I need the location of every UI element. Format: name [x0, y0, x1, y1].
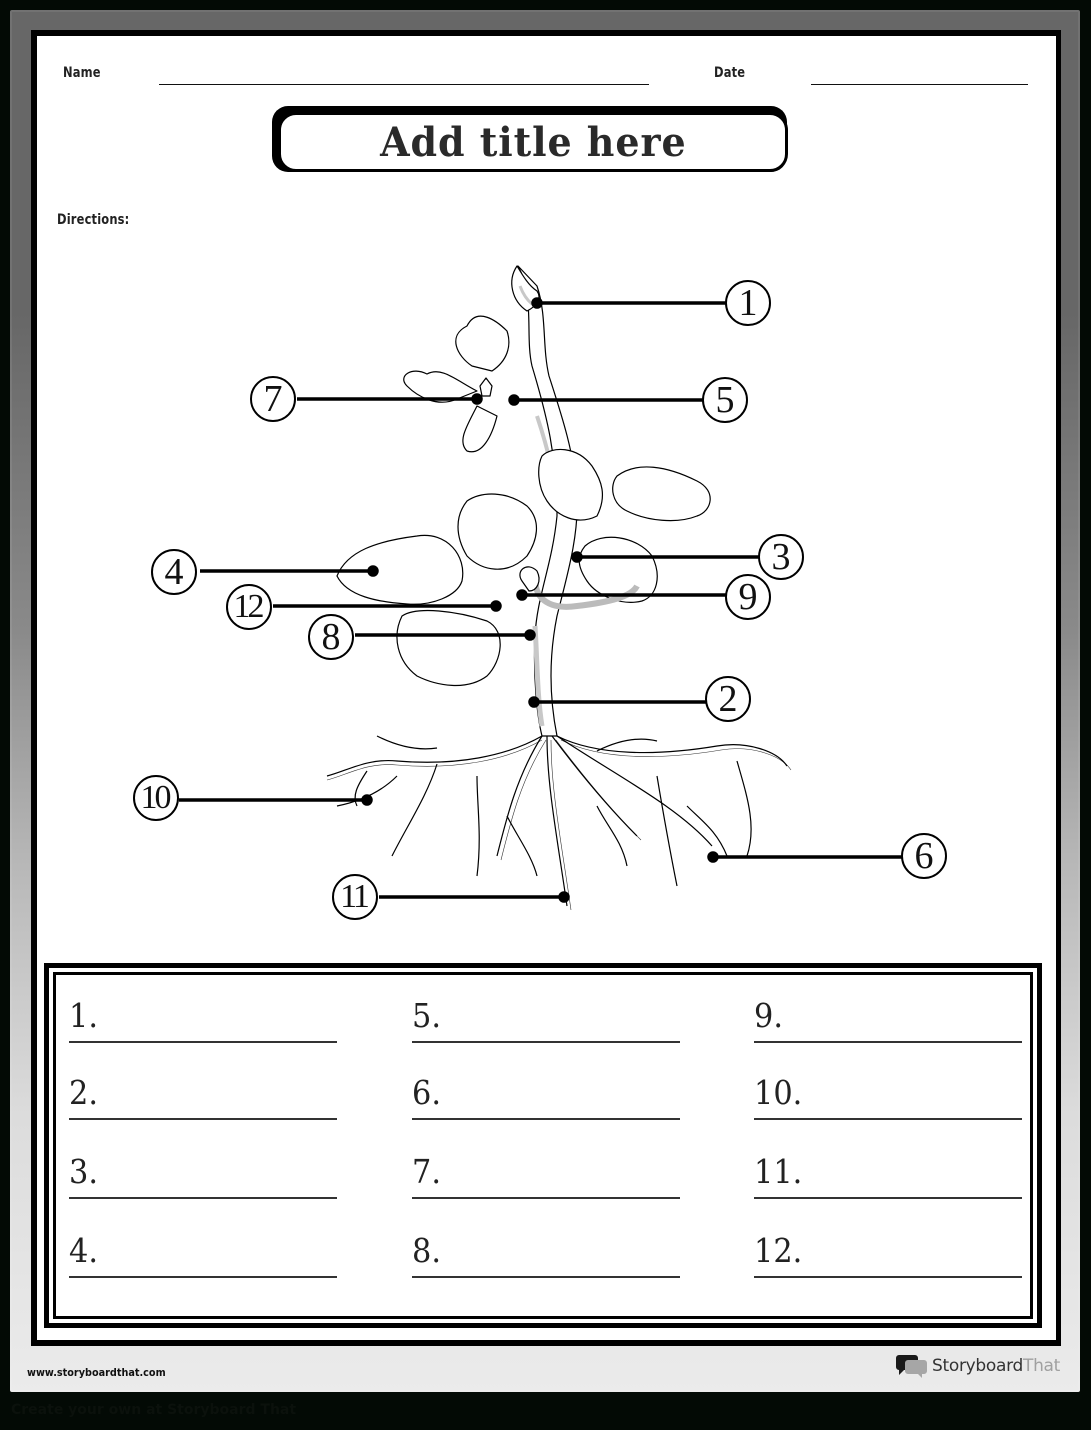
callout-7: 7	[250, 376, 296, 422]
answer-1[interactable]	[69, 993, 337, 1043]
brand-name-dark: Storyboard	[932, 1356, 1023, 1376]
callout-2: 2	[705, 676, 751, 722]
directions-label: Directions:	[57, 212, 130, 228]
brand-name-light: That	[1023, 1356, 1061, 1376]
answer-7[interactable]	[412, 1149, 680, 1199]
callout-5: 5	[702, 377, 748, 423]
answer-label: 3.	[69, 1152, 98, 1191]
answer-label: 5.	[412, 996, 441, 1035]
answer-label: 7.	[412, 1152, 441, 1191]
answer-line[interactable]	[69, 1197, 337, 1199]
callout-9: 9	[725, 574, 771, 620]
answer-10[interactable]	[754, 1070, 1022, 1120]
date-field[interactable]	[811, 84, 1028, 85]
callout-11: 11	[332, 874, 378, 920]
answer-11[interactable]	[754, 1149, 1022, 1199]
answer-line[interactable]	[69, 1041, 337, 1043]
answer-label: 10.	[754, 1073, 803, 1112]
answer-label: 12.	[754, 1231, 803, 1270]
storyboardthat-logo[interactable]	[896, 1354, 1060, 1378]
answer-2[interactable]	[69, 1070, 337, 1120]
brand-name	[932, 1356, 1060, 1376]
callout-12: 12	[226, 584, 272, 630]
answer-label: 4.	[69, 1231, 98, 1270]
title-banner-front	[278, 112, 788, 172]
callout-6: 6	[901, 833, 947, 879]
speech-bubbles-icon	[896, 1354, 928, 1378]
name-field[interactable]	[159, 84, 649, 85]
answer-line[interactable]	[412, 1041, 680, 1043]
answer-line[interactable]	[754, 1118, 1022, 1120]
answer-line[interactable]	[754, 1041, 1022, 1043]
answer-label: 1.	[69, 996, 98, 1035]
answer-5[interactable]	[412, 993, 680, 1043]
date-label: Date	[714, 65, 746, 81]
worksheet-sheet	[31, 30, 1061, 1346]
answer-line[interactable]	[69, 1118, 337, 1120]
callout-8: 8	[308, 614, 354, 660]
create-your-own-note[interactable]: Create your own at Storyboard That	[11, 1402, 297, 1418]
answer-3[interactable]	[69, 1149, 337, 1199]
answer-line[interactable]	[412, 1197, 680, 1199]
worksheet-title[interactable]: Add title here	[379, 118, 687, 166]
answer-9[interactable]	[754, 993, 1022, 1043]
name-label: Name	[63, 65, 101, 81]
callout-4: 4	[151, 549, 197, 595]
callout-1: 1	[725, 280, 771, 326]
answer-line[interactable]	[754, 1276, 1022, 1278]
answer-label: 9.	[754, 996, 783, 1035]
answer-label: 6.	[412, 1073, 441, 1112]
answer-12[interactable]	[754, 1228, 1022, 1278]
answer-line[interactable]	[69, 1276, 337, 1278]
answer-label: 2.	[69, 1073, 98, 1112]
answer-4[interactable]	[69, 1228, 337, 1278]
answer-label: 8.	[412, 1231, 441, 1270]
title-banner[interactable]	[272, 106, 792, 178]
answer-line[interactable]	[754, 1197, 1022, 1199]
answer-label: 11.	[754, 1152, 803, 1191]
answer-8[interactable]	[412, 1228, 680, 1278]
answer-6[interactable]	[412, 1070, 680, 1120]
answer-line[interactable]	[412, 1118, 680, 1120]
answer-line[interactable]	[412, 1276, 680, 1278]
footer-url[interactable]: www.storyboardthat.com	[27, 1366, 166, 1379]
callout-10: 10	[133, 775, 179, 821]
callout-3: 3	[758, 534, 804, 580]
